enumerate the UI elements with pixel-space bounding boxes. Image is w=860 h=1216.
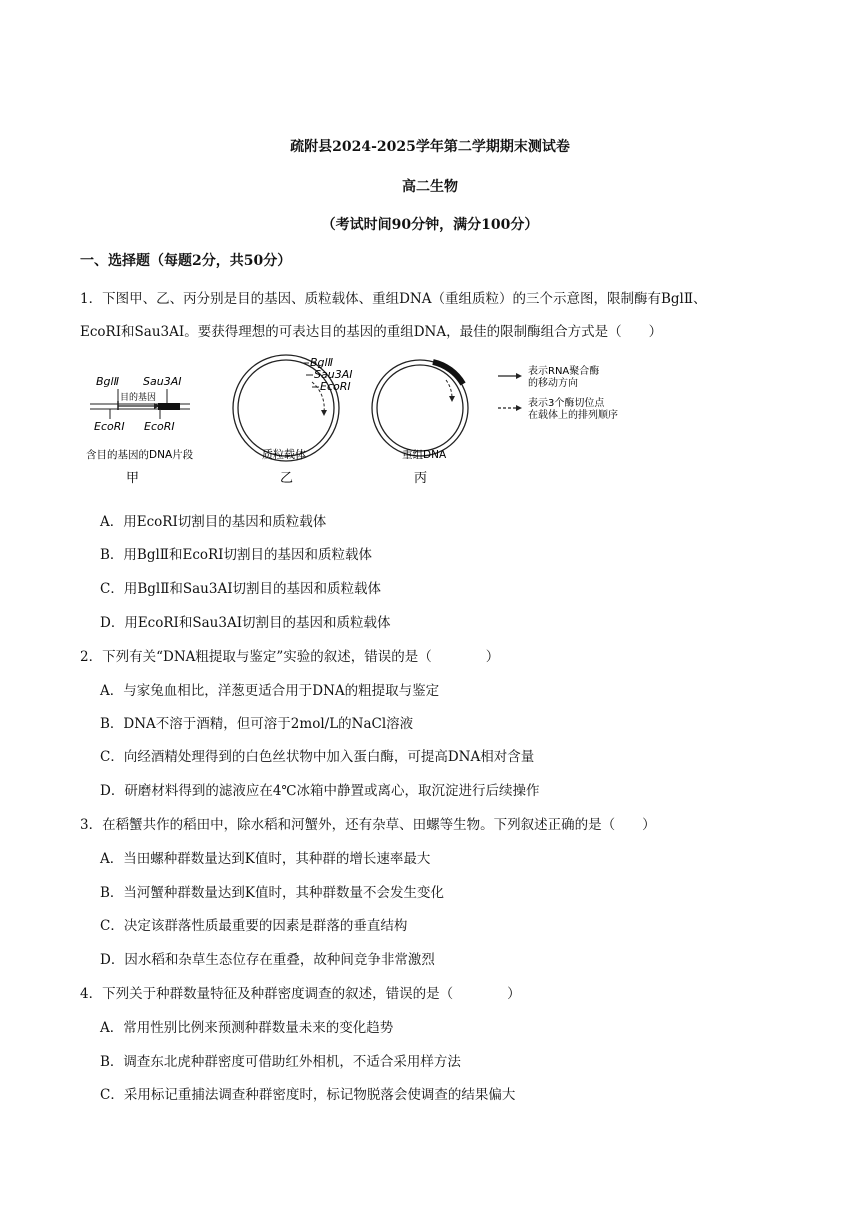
yi-site-order-arrowhead <box>321 410 327 416</box>
question-1-option-b: B．用BglⅡ和EcoRⅠ切割目的基因和质粒载体 <box>100 547 373 563</box>
question-4-option-b: B．调查东北虎种群密度可借助红外相机，不适合采用样方法 <box>100 1054 461 1070</box>
diagram-bing <box>372 360 468 486</box>
question-2-stem: 2．下列有关“DNA粗提取与鉴定”实验的叙述，错误的是（ ） <box>80 649 500 665</box>
yi-ecor-label: EcoRⅠ <box>320 380 351 393</box>
yi-name: 乙 <box>280 471 294 486</box>
diagram-jia <box>86 375 194 486</box>
question-1-stem-line-2: EcoRⅠ和Sau3AⅠ。要获得理想的可表达目的基因的重组DNA，最佳的限制酶组合方式是（ ） <box>80 324 663 340</box>
exam-title: 疏附县2024-2025学年第二学期期末测试卷 <box>290 139 570 155</box>
question-4-option-c: C．采用标记重捕法调查种群密度时，标记物脱落会使调查的结果偏大 <box>100 1087 516 1103</box>
question-2-option-c: C．向经酒精处理得到的白色丝状物中加入蛋白酶，可提高DNA相对含量 <box>100 749 535 765</box>
bing-site-order-arrowhead <box>449 396 455 402</box>
question-2-option-a: A．与家兔血相比，洋葱更适合用于DNA的粗提取与鉴定 <box>100 683 440 699</box>
question-3-option-d: D．因水稻和杂草生态位存在重叠，故种间竞争非常激烈 <box>100 952 435 968</box>
bing-site-order-arrow <box>446 380 452 398</box>
question-2-option-d: D．研磨材料得到的滤液应在4℃冰箱中静置或离心，取沉淀进行后续操作 <box>100 783 540 799</box>
bing-name: 丙 <box>414 471 428 486</box>
question-4-stem: 4．下列关于种群数量特征及种群密度调查的叙述，错误的是（ ） <box>80 986 521 1002</box>
yi-sau-label: Sau3AⅠ <box>314 368 353 381</box>
exam-info: （考试时间90分钟，满分100分） <box>321 217 539 233</box>
legend-dashed-text-1: 表示3个酶切位点 <box>528 398 605 409</box>
question-1-option-a: A．用EcoRⅠ切割目的基因和质粒载体 <box>100 514 327 530</box>
legend-dashed-arrowhead <box>516 405 522 411</box>
question-3-option-a: A．当田螺种群数量达到K值时，其种群的增长速率最大 <box>100 851 431 867</box>
question-3-stem: 3．在稻蟹共作的稻田中，除水稻和河蟹外，还有杂草、田螺等生物。下列叙述正确的是（ ） <box>80 817 656 833</box>
diagram-legend <box>498 364 618 421</box>
bing-caption: 重组DNA <box>402 449 447 461</box>
question-1-figure <box>80 352 640 492</box>
legend-solid-text-1: 表示RNA聚合酶 <box>528 366 600 377</box>
jia-bgl-label: BglⅡ <box>96 375 119 388</box>
legend-dashed-text-2: 在载体上的排列顺序 <box>528 410 618 421</box>
question-1-option-d: D．用EcoRⅠ和Sau3AⅠ切割目的基因和质粒载体 <box>100 615 391 631</box>
jia-name: 甲 <box>126 471 140 486</box>
question-3-option-b: B．当河蟹种群数量达到K值时，其种群数量不会发生变化 <box>100 885 445 901</box>
jia-gene-block <box>158 403 180 410</box>
jia-ecor-right-label: EcoRⅠ <box>144 420 175 433</box>
yi-bgl-label: BglⅡ <box>310 356 333 369</box>
section-heading: 一、选择题（每题2分，共50分） <box>80 253 292 269</box>
legend-solid-arrowhead <box>516 373 522 379</box>
question-1-stem-line-1: 1．下图甲、乙、丙分别是目的基因、质粒载体、重组DNA（重组质粒）的三个示意图，限制酶有BglⅡ、 <box>80 291 707 307</box>
yi-caption: 质粒载体 <box>262 448 306 461</box>
question-3-option-c: C．决定该群落性质最重要的因素是群落的垂直结构 <box>100 918 408 934</box>
bing-inserted-gene <box>433 362 463 384</box>
question-1-option-c: C．用BglⅡ和Sau3AⅠ切割目的基因和质粒载体 <box>100 581 382 597</box>
diagram-yi <box>233 355 352 486</box>
question-2-option-b: B．DNA不溶于酒精，但可溶于2mol/L的NaCl溶液 <box>100 716 414 732</box>
jia-sau-label: Sau3AⅠ <box>143 375 182 388</box>
jia-gene-label: 目的基因 <box>120 393 157 403</box>
jia-ecor-left-label: EcoRⅠ <box>94 420 125 433</box>
subject-title: 高二生物 <box>402 179 458 195</box>
legend-solid-text-2: 的移动方向 <box>528 378 578 389</box>
question-4-option-a: A．常用性别比例来预测种群数量未来的变化趋势 <box>100 1020 394 1036</box>
jia-caption: 含目的基因的DNA片段 <box>86 449 194 461</box>
bing-plasmid-inner-ring <box>377 365 463 451</box>
restriction-diagram <box>80 352 640 492</box>
